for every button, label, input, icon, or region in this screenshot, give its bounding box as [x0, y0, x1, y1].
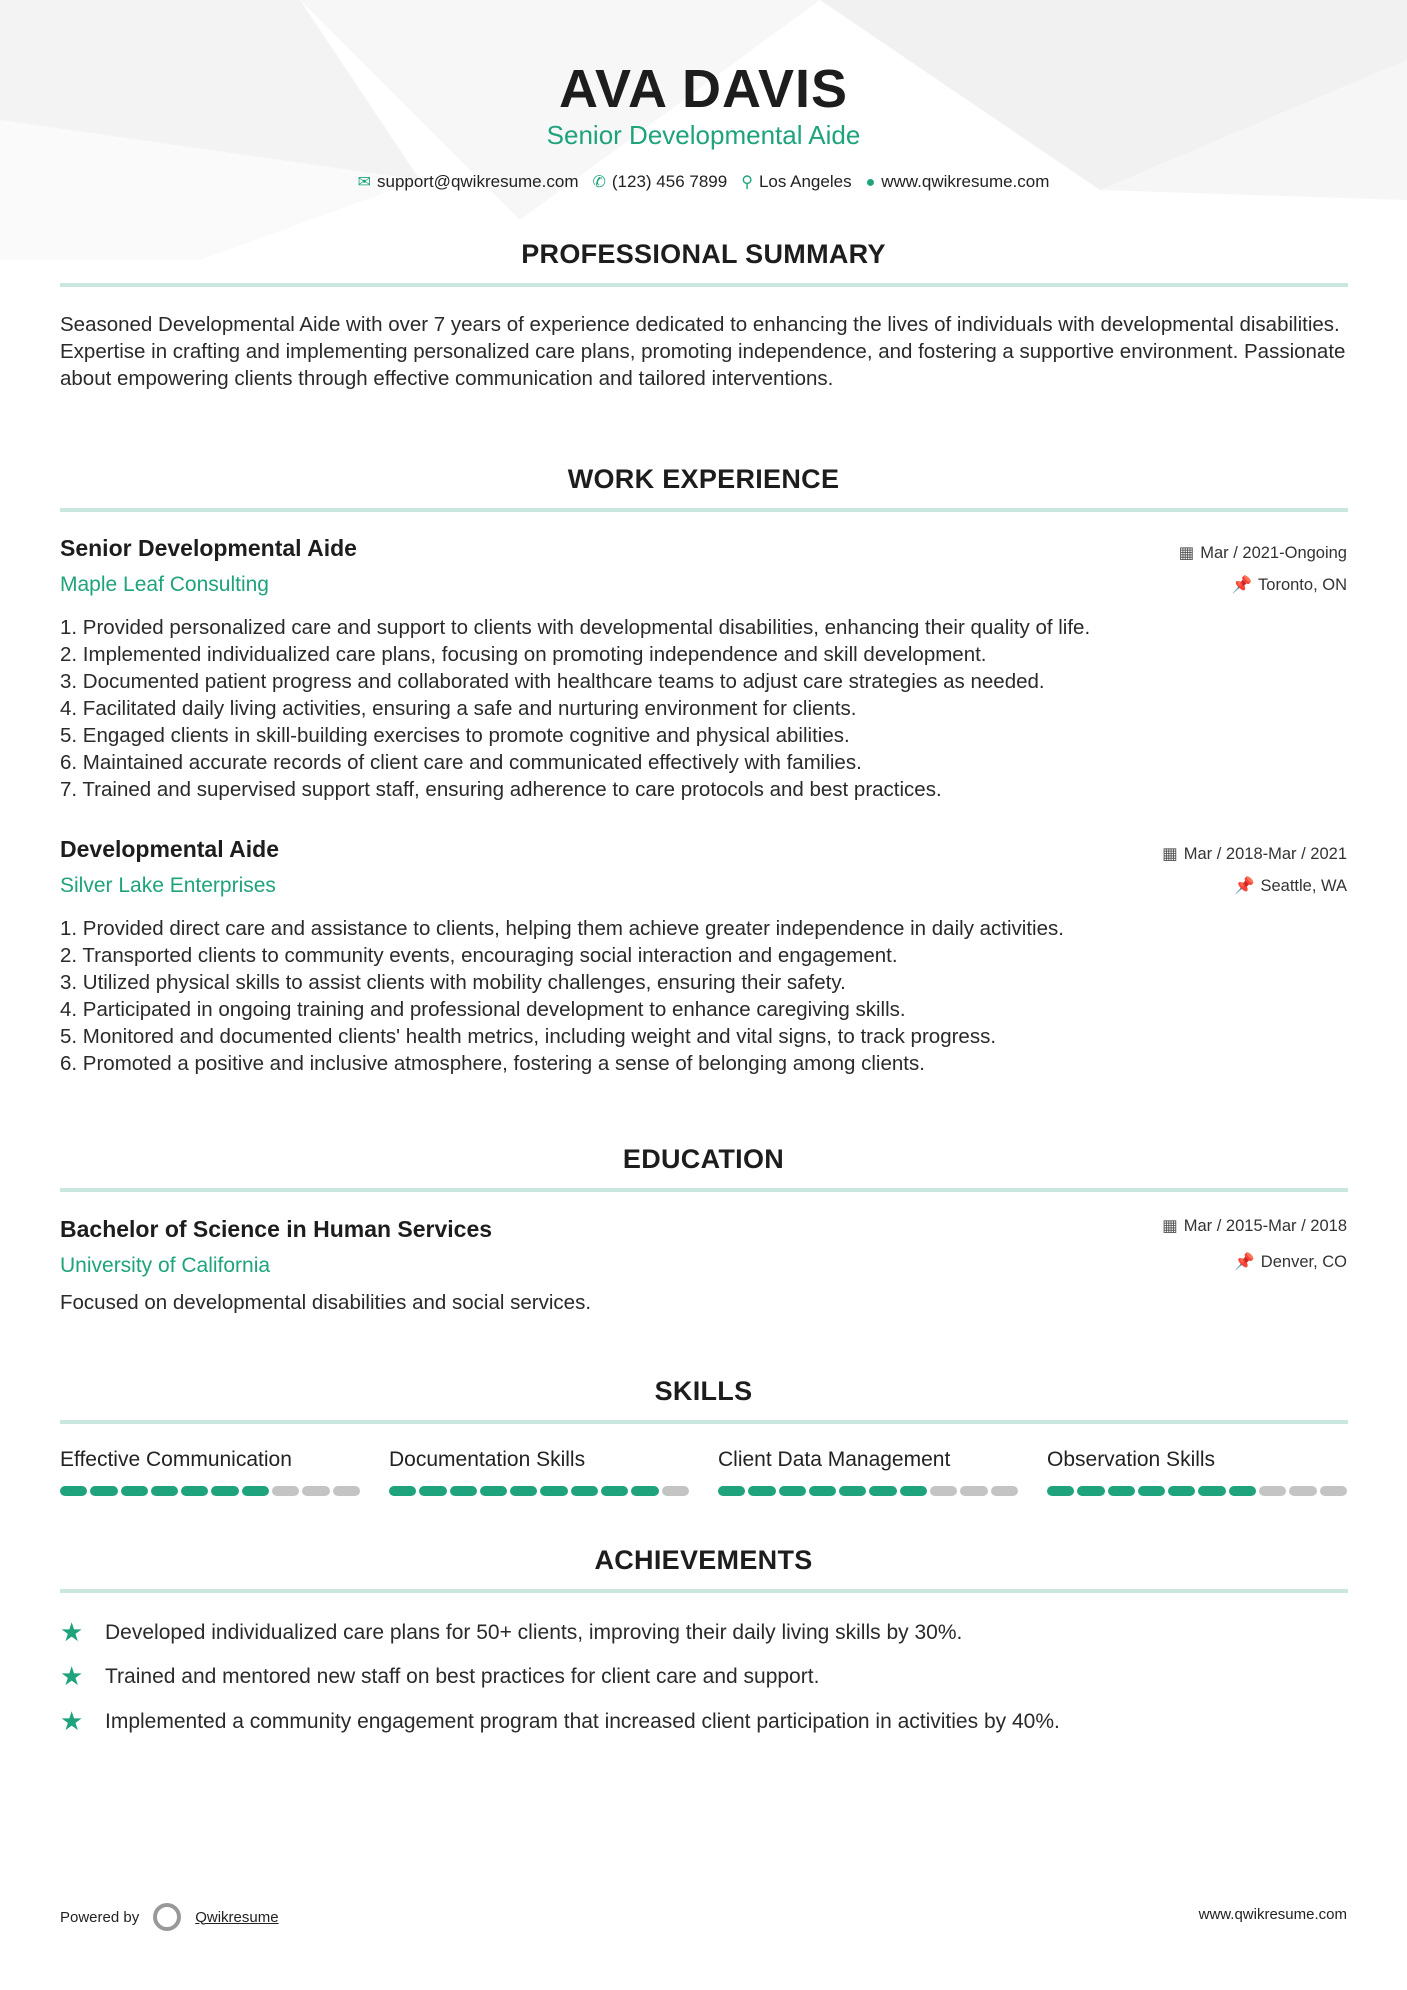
skill-segment	[121, 1486, 148, 1496]
skill-segment	[151, 1486, 178, 1496]
divider	[60, 283, 1348, 287]
skill-segment	[510, 1486, 537, 1496]
bullet: 6. Maintained accurate records of client care and communicated effectively with families.	[60, 751, 862, 774]
skill-segment	[900, 1486, 927, 1496]
skill-segment	[1108, 1486, 1135, 1496]
skill-segment	[60, 1486, 87, 1496]
brand-link[interactable]: Qwikresume	[195, 1908, 279, 1926]
email[interactable]: support@qwikresume.com	[376, 172, 579, 191]
skill-segment	[809, 1486, 836, 1496]
divider	[60, 1420, 1348, 1424]
skill-item	[718, 1448, 1018, 1496]
bullet: 3. Utilized physical skills to assist clients with mobility challenges, ensuring their safety.	[60, 971, 846, 994]
skill-segment	[181, 1486, 208, 1496]
footer-website[interactable]: www.qwikresume.com	[1198, 1906, 1347, 1923]
skill-segment	[90, 1486, 117, 1496]
skills-heading: SKILLS	[654, 1376, 753, 1406]
skill-segment	[450, 1486, 477, 1496]
powered-by: Powered by	[60, 1908, 140, 1926]
bullet: 7. Trained and supervised support staff, ensuring adherence to care protocols and best practices.	[60, 778, 942, 801]
edu-description: Focused on developmental disabilities and social services.	[60, 1291, 592, 1314]
skill-level-bar	[718, 1486, 1018, 1496]
candidate-name: AVA DAVIS	[558, 59, 849, 119]
skill-segment	[1168, 1486, 1195, 1496]
qwikresume-logo-icon	[153, 1903, 181, 1931]
bullet: 2. Implemented individualized care plans, focusing on promoting independence and skill development.	[60, 643, 987, 666]
job-bullets	[60, 915, 1350, 1077]
school: University of California	[60, 1254, 271, 1277]
bullet: 3. Documented patient progress and collaborated with healthcare teams to adjust care strategies as needed.	[60, 670, 1045, 693]
job-location: Toronto, ON	[1258, 576, 1347, 594]
degree: Bachelor of Science in Human Services	[60, 1216, 493, 1242]
skill-item	[1047, 1448, 1347, 1496]
skill-segment	[1047, 1486, 1074, 1496]
bullet: 4. Participated in ongoing training and professional development to enhance caregiving skills.	[60, 998, 906, 1021]
achievement-text: Implemented a community engagement program that increased client participation in activities by 40%.	[105, 1709, 1060, 1733]
bullet: 6. Promoted a positive and inclusive atmosphere, fostering a sense of belonging among clients.	[60, 1052, 925, 1075]
job-title: Senior Developmental Aide	[60, 535, 357, 561]
skill-segment	[419, 1486, 446, 1496]
achievement-item	[60, 1706, 1060, 1737]
pin-icon: 📌	[1234, 1253, 1255, 1271]
map-pin-icon: ⚲	[741, 174, 753, 191]
skill-segment	[1289, 1486, 1316, 1496]
achievement-text: Developed individualized care plans for 50+ clients, improving their daily living skills by 30%.	[105, 1620, 963, 1644]
achievements-heading: ACHIEVEMENTS	[594, 1545, 813, 1575]
candidate-title: Senior Developmental Aide	[546, 120, 861, 150]
skill-level-bar	[60, 1486, 360, 1496]
skill-segment	[302, 1486, 329, 1496]
contact-bar	[0, 172, 1407, 192]
pin-icon: 📌	[1233, 877, 1255, 895]
job-dates: Mar / 2018-Mar / 2021	[1183, 845, 1347, 863]
summary-text: Seasoned Developmental Aide with over 7 years of experience dedicated to enhancing the lives of individuals with developmental disabilities. Expertise in crafting and implementing personalized care plans, promoting independence, and fostering a supportive environment. Passionate about empowering clients through effective communication and tailored interventions.	[60, 313, 1346, 390]
skill-segment	[869, 1486, 896, 1496]
phone-icon: ✆	[592, 174, 606, 191]
divider	[60, 1589, 1348, 1593]
bullet: 5. Engaged clients in skill-building exercises to promote cognitive and physical abilities.	[60, 724, 850, 747]
skill-segment	[631, 1486, 658, 1496]
skill-name: Documentation Skills	[389, 1448, 586, 1471]
website[interactable]: www.qwikresume.com	[881, 172, 1050, 191]
skill-name: Observation Skills	[1047, 1448, 1216, 1471]
skill-segment	[272, 1486, 299, 1496]
skill-segment	[748, 1486, 775, 1496]
skill-segment	[333, 1486, 360, 1496]
skill-segment	[839, 1486, 866, 1496]
edu-dates: Mar / 2015-Mar / 2018	[1183, 1217, 1347, 1235]
skill-level-bar	[389, 1486, 689, 1496]
job-bullets	[60, 614, 1350, 803]
skill-segment	[480, 1486, 507, 1496]
job-title: Developmental Aide	[60, 836, 279, 862]
bullet: 4. Facilitated daily living activities, ensuring a safe and nurturing environment for clients.	[60, 697, 857, 720]
skill-segment	[211, 1486, 238, 1496]
achievement-item	[60, 1661, 819, 1692]
envelope-icon: ✉	[357, 174, 371, 191]
skill-item	[389, 1448, 689, 1496]
skill-segment	[662, 1486, 689, 1496]
edu-location: Denver, CO	[1260, 1253, 1347, 1271]
bullet: 2. Transported clients to community events, encouraging social interaction and engagement.	[60, 944, 898, 967]
location: Los Angeles	[758, 172, 852, 191]
bullet: 1. Provided direct care and assistance to clients, helping them achieve greater independence in daily activities.	[60, 917, 1064, 940]
skill-segment	[779, 1486, 806, 1496]
skill-item	[60, 1448, 360, 1496]
calendar-icon: ▦	[1162, 845, 1178, 863]
skill-segment	[389, 1486, 416, 1496]
skill-name: Client Data Management	[718, 1448, 951, 1471]
globe-icon: ●	[865, 174, 876, 191]
achievement-item	[60, 1617, 962, 1648]
skill-segment	[1259, 1486, 1286, 1496]
skill-segment	[991, 1486, 1018, 1496]
divider	[60, 1188, 1348, 1192]
skill-segment	[601, 1486, 628, 1496]
experience-heading: WORK EXPERIENCE	[567, 464, 840, 494]
skill-segment	[1229, 1486, 1256, 1496]
skill-segment	[540, 1486, 567, 1496]
bullet: 5. Monitored and documented clients' health metrics, including weight and vital signs, to track progress.	[60, 1025, 997, 1048]
job-location: Seattle, WA	[1260, 877, 1347, 895]
star-icon: ★	[60, 1617, 84, 1647]
company: Silver Lake Enterprises	[60, 874, 276, 897]
skill-segment	[1198, 1486, 1225, 1496]
skill-segment	[571, 1486, 598, 1496]
skill-segment	[242, 1486, 269, 1496]
achievement-text: Trained and mentored new staff on best practices for client care and support.	[105, 1664, 820, 1688]
bullet: 1. Provided personalized care and support to clients with developmental disabilities, enhancing their quality of life.	[60, 616, 1091, 639]
skill-name: Effective Communication	[60, 1448, 292, 1471]
education-heading: EDUCATION	[622, 1144, 785, 1174]
summary-heading: PROFESSIONAL SUMMARY	[521, 239, 886, 269]
skill-level-bar	[1047, 1486, 1347, 1496]
skill-segment	[1138, 1486, 1165, 1496]
company: Maple Leaf Consulting	[60, 573, 269, 596]
skill-segment	[930, 1486, 957, 1496]
divider	[60, 508, 1348, 512]
skill-segment	[960, 1486, 987, 1496]
job-dates: Mar / 2021-Ongoing	[1200, 544, 1347, 562]
star-icon: ★	[60, 1706, 84, 1736]
pin-icon: 📌	[1231, 576, 1253, 594]
skill-segment	[718, 1486, 745, 1496]
calendar-icon: ▦	[1178, 544, 1195, 562]
star-icon: ★	[60, 1661, 84, 1691]
skills-list	[60, 1448, 1350, 1496]
skill-segment	[1320, 1486, 1347, 1496]
skill-segment	[1077, 1486, 1104, 1496]
phone: (123) 456 7899	[611, 172, 728, 191]
calendar-icon: ▦	[1162, 1217, 1178, 1235]
